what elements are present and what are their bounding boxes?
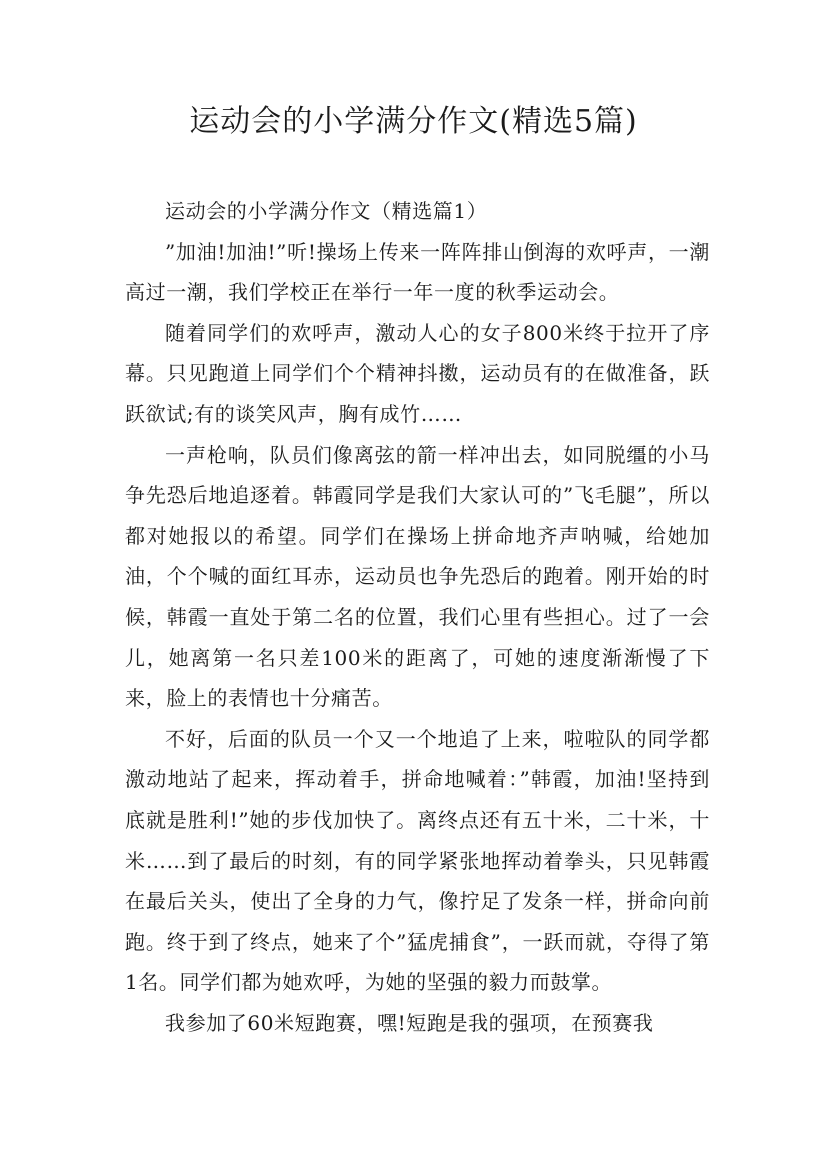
paragraph: 随着同学们的欢呼声，激动人心的女子800米终于拉开了序幕。只见跑道上同学们个个精神抖擞，运动员有的在做准备，跃跃欲试;有的谈笑风声，胸有成竹…… [125, 320, 710, 426]
paragraph: ”加油!加油!”听!操场上传来一阵阵排山倒海的欢呼声，一潮高过一潮，我们学校正在举行一年一度的秋季运动会。 [125, 239, 710, 305]
paragraph: 不好，后面的队员一个又一个地追了上来，啦啦队的同学都激动地站了起来，挥动着手，拼命地喊着：”韩霞，加油!坚持到底就是胜利!”她的步伐加快了。离终点还有五十米，二十米，十米……到了最后的时刻，有的同学紧张地挥动着拳头，只见韩霞在最后关头，使出了全身的力气，像拧足了发条一样，拼命向前跑。终于到了终点，她来了个”猛虎捕食”，一跃而就，夺得了第1名。同学们都为她欢呼，为她的坚强的毅力而鼓掌。 [125, 726, 710, 995]
paragraph: 一声枪响，队员们像离弦的箭一样冲出去，如同脱缰的小马争先恐后地追逐着。韩霞同学是我们大家认可的”飞毛腿”，所以都对她报以的希望。同学们在操场上拼命地齐声呐喊，给她加油，个个喊的面红耳赤，运动员也争先恐后的跑着。刚开始的时候，韩霞一直处于第二名的位置，我们心里有些担心。过了一会儿，她离第一名只差100米的距离了，可她的速度渐渐慢了下来，脸上的表情也十分痛苦。 [125, 442, 710, 711]
paragraph: 我参加了60米短跑赛，嘿!短跑是我的强项，在预赛我 [165, 1010, 654, 1035]
document-title: 运动会的小学满分作文(精选5篇) [189, 104, 638, 139]
document-body [125, 191, 710, 1043]
section-heading: 运动会的小学满分作文（精选篇1） [165, 199, 488, 223]
